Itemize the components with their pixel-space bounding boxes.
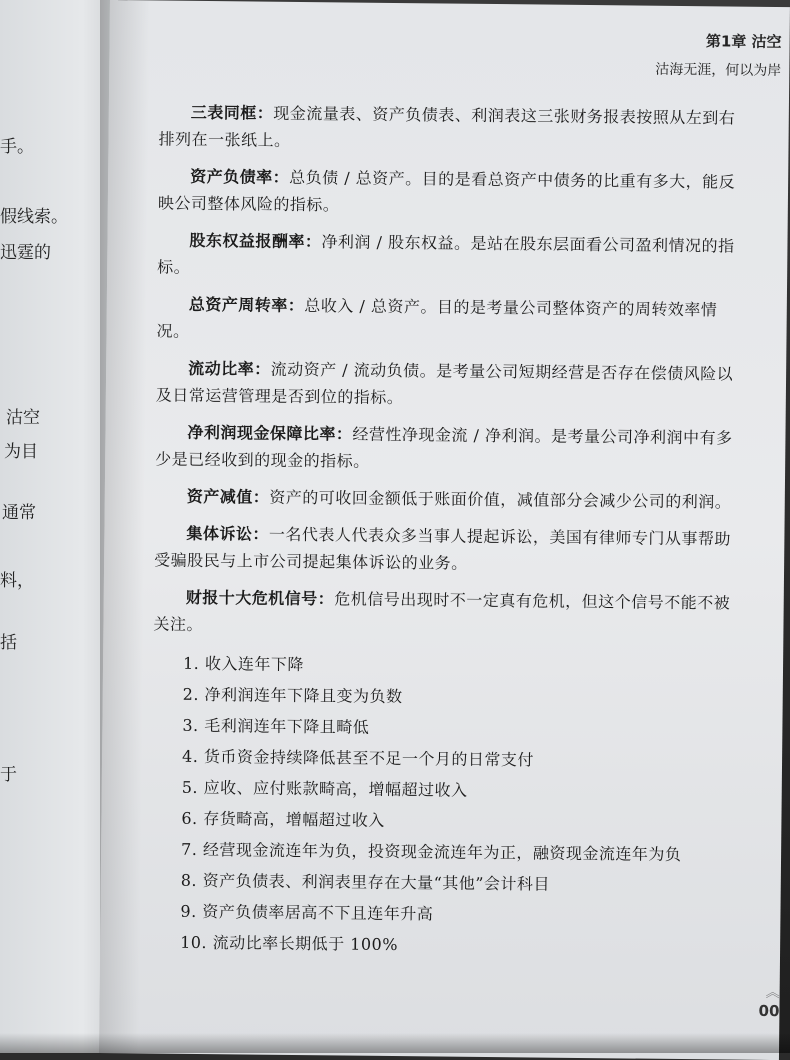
running-header [655,30,782,80]
page-number: 00 [758,1001,780,1021]
list-item: 5. 应收、应付账款畸高，增幅超过收入 [181,777,468,800]
chapter-title: 第1章 沽空 [705,32,782,52]
left-page-fragment: 迅霆的 [0,243,51,263]
definition-paragraph [154,519,735,579]
crisis-signal-list [180,648,733,964]
definition-paragraph [158,163,739,223]
left-page-fragment: 括 [0,633,17,653]
definition-text: 一名代表人代表众多当事人提起诉讼，美国有律师专门从事帮助受骗股民与上市公司提起集体诉讼的业务。 [154,524,732,573]
list-item: 7. 经营现金流连年为负，投资现金流连年为正，融资现金流连年为负 [181,839,682,865]
definition-paragraph [155,419,736,479]
definition-paragraph [156,355,737,415]
chapter-subtitle: 沽海无涯，何以为岸 [655,61,782,80]
definition-term: 资产减值： [186,486,270,507]
definition-paragraph [157,227,738,287]
definition-text: 资产的可收回金额低于账面价值，减值部分会减少公司的利润。 [269,487,732,512]
right-page [99,0,790,1060]
bottom-shadow [0,1033,790,1053]
definition-term: 股东权益报酬率： [189,230,322,252]
list-item: 9. 资产负债率居高不下且连年升高 [180,901,434,924]
list-item: 10. 流动比率长期低于 100% [180,932,399,955]
list-item: 3. 毛利润连年下降且畸低 [182,715,370,737]
definition-term: 流动比率： [188,358,271,379]
definition-term: 总资产周转率： [188,294,305,316]
definition-text: 危机信号出现时不一定真有危机，但这个信号不能不被关注。 [153,589,731,635]
definition-term: 资产负债率： [190,166,290,187]
double-chevron-up-icon: ︽ [765,984,780,1002]
left-page-fragment: 沽空 [6,408,40,428]
list-item: 8. 资产负债表、利润表里存在大量“其他”会计科目 [180,870,551,894]
definition-paragraph [155,482,735,515]
definition-term: 净利润现金保障比率： [187,422,353,444]
list-item: 1. 收入连年下降 [182,653,305,675]
definition-text: 现金流量表、资产负债表、利润表这三张财务报表按照从左到右排列在一张纸上。 [158,103,736,150]
list-item: 4. 货币资金持续降低甚至不足一个月的日常支付 [181,746,535,770]
left-page-fragment: 于 [0,765,17,785]
definition-text: 流动资产 / 流动负债。是考量公司短期经营是否存在偿债风险以及日常运营管理是否到位的指标。 [155,359,734,408]
definition-term: 集体诉讼： [186,523,270,544]
definition-text: 净利润 / 股东权益。是站在股东层面看公司盈利情况的指标。 [157,232,735,277]
glossary-content [150,99,739,964]
definition-text: 经营性净现金流 / 净利润。是考量公司净利润中有多少是已经收到的现金的指标。 [155,424,733,471]
definition-paragraph [156,291,737,351]
left-page-fragment: 假线索。 [0,207,68,227]
left-page-fragment: 通常 [2,503,36,523]
left-page-fragment: 手。 [0,137,34,157]
definition-term: 财报十大危机信号： [185,587,335,609]
definition-paragraph [158,99,739,159]
list-item: 2. 净利润连年下降且变为负数 [182,684,403,707]
list-item: 6. 存货畸高，增幅超过收入 [181,808,385,830]
definition-term: 三表同框： [190,102,274,123]
definition-text: 总负债 / 总资产。目的是看总资产中债务的比重有多大，能反映公司整体风险的指标。 [157,167,736,215]
definition-text: 总收入 / 总资产。目的是考量公司整体资产的周转效率情况。 [156,296,718,341]
page-corner [758,982,779,1020]
left-page-fragment: 料， [0,571,34,591]
left-page-fragment: 为目 [4,442,38,462]
definition-paragraph [153,583,734,643]
